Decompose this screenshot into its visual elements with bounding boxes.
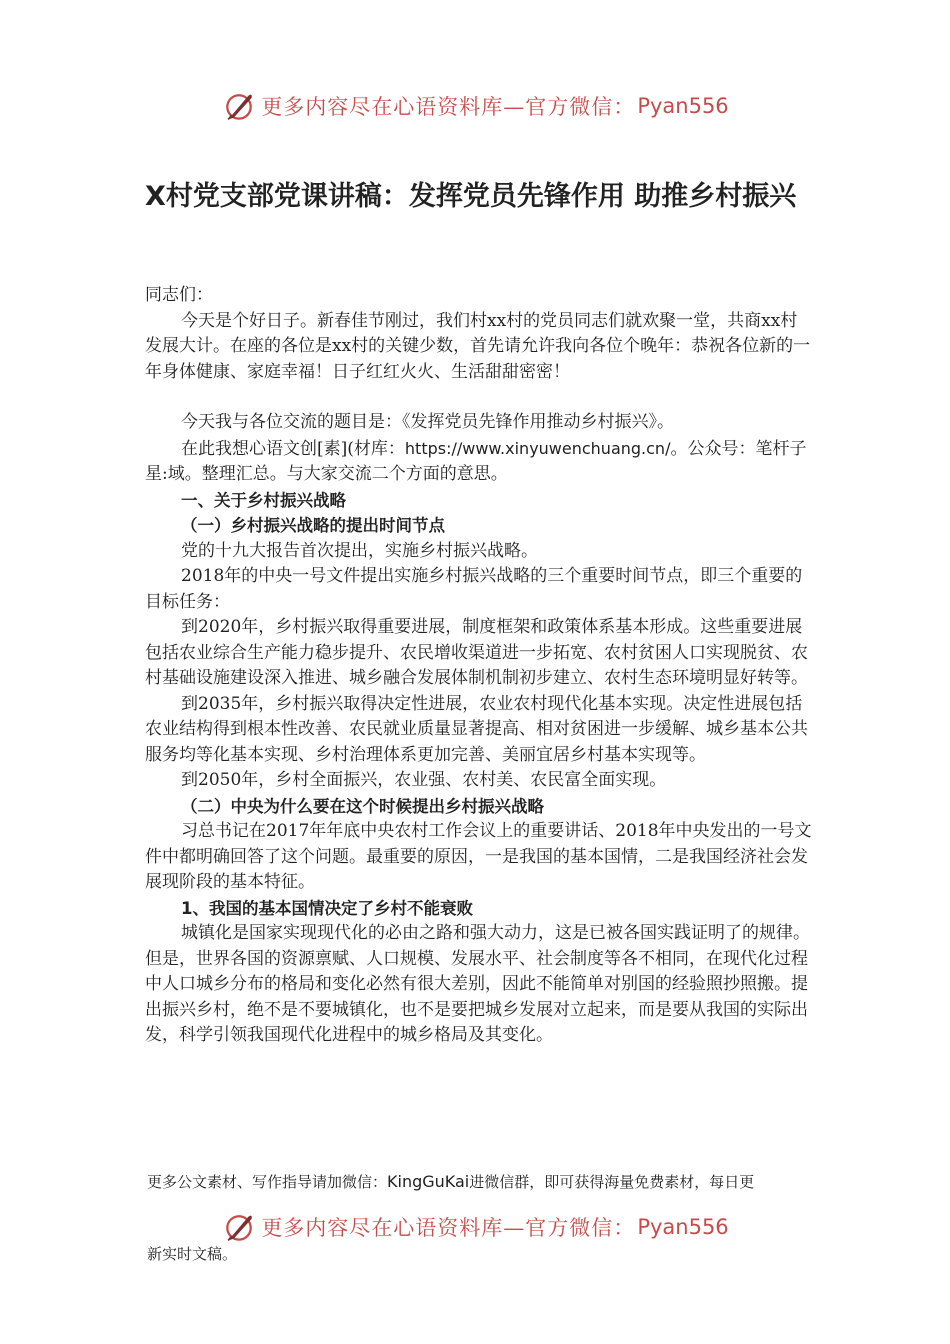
footer-wechat-id: KingGuKai bbox=[387, 1172, 470, 1191]
quill-logo-icon bbox=[221, 88, 257, 124]
banner-wechat-id: Pyan556 bbox=[637, 94, 729, 118]
paragraph: 今天是个好日子。新春佳节刚过，我们村xx村的党员同志们就欢聚一堂，共商xx村发展大计。在座的各位是xx村的关键少数，首先请允许我向各位个晚年：恭祝各位新的一年身体健康、家庭幸福！日子红红火火、生活甜甜密密！ bbox=[145, 310, 811, 382]
blank-line bbox=[145, 385, 813, 410]
footer-note-continued: 新实时文稿。 bbox=[147, 1245, 238, 1263]
quill-logo-icon bbox=[221, 1209, 257, 1245]
text-span: 。公众号：笔杆子星:域。整理汇总。与大家交流二个方面的意思。 bbox=[145, 438, 807, 484]
paragraph: 到2035年，乡村振兴取得决定性进展，农业农村现代化基本实现。决定性进展包括农业结构得到根本性改善、农民就业质量显著提高、相对贫困进一步缓解、城乡基本公共服务均等化基本实现、乡村治理体系更加完善、美丽宜居乡村基本实现等。 bbox=[145, 693, 808, 765]
banner-wechat-id: Pyan556 bbox=[637, 1215, 729, 1239]
paragraph: 城镇化是国家实现现代化的必由之路和强大动力，这是已被各国实践证明了的规律。但是，世界各国的资源禀赋、人口规模、发展水平、社会制度等各不相同，在现代化过程中人口城乡分布的格局和变化必然有很大差别，因此不能简单对别国的经验照抄照搬。提出振兴乡村，绝不是不要城镇化，也不是要把城乡发展对立起来，而是要从我国的实际出发，科学引领我国现代化进程中的城乡格局及其变化。 bbox=[145, 923, 810, 1045]
banner-text: 更多内容尽在心语资料库—官方微信： bbox=[261, 1216, 636, 1240]
website-url: https://www.xinyuwenchuang.cn/ bbox=[404, 438, 671, 458]
banner-text: 更多内容尽在心语资料库—官方微信： bbox=[261, 95, 636, 119]
paragraph: 党的十九大报告首次提出，实施乡村振兴战略。 bbox=[181, 540, 538, 561]
subsection-heading: （一）乡村振兴战略的提出时间节点 bbox=[181, 516, 445, 535]
paragraph: 今天我与各位交流的题目是：《发挥党员先锋作用推动乡村振兴》。 bbox=[181, 412, 674, 432]
paragraph: 2018年的中央一号文件提出实施乡村振兴战略的三个重要时间节点，即三个重要的目标任务： bbox=[145, 566, 803, 612]
paragraph-with-link bbox=[145, 436, 813, 488]
salutation: 同志们： bbox=[145, 285, 213, 305]
section-heading: 一、关于乡村振兴战略 bbox=[181, 490, 346, 510]
page-title: X村党支部党课讲稿：发挥党员先锋作用 助推乡村振兴 bbox=[145, 181, 797, 212]
subsection-heading: 1、我国的基本国情决定了乡村不能衰败 bbox=[181, 898, 473, 918]
paragraph: 到2020年，乡村振兴取得重要进展，制度框架和政策体系基本形成。这些重要进展包括农业综合生产能力稳步提升、农民增收渠道进一步拓宽、农村贫困人口实现脱贫、农村基础设施建设深入推进、城乡融合发展体制机制初步建立、农村生态环境明显好转等。 bbox=[145, 617, 808, 688]
document-body bbox=[145, 283, 813, 1049]
footer-text: 进微信群，即可获得海量免费素材，每日更 bbox=[469, 1173, 755, 1191]
footer-text: 更多公文素材、写作指导请加微信： bbox=[147, 1173, 388, 1191]
paragraph: 到2050年，乡村全面振兴，农业强、农村美、农民富全面实现。 bbox=[181, 770, 667, 790]
text-span: 在此我想心语文创[素](材库： bbox=[181, 438, 405, 459]
subsection-heading: （二）中央为什么要在这个时候提出乡村振兴战略 bbox=[181, 796, 544, 816]
paragraph: 习总书记在2017年年底中央农村工作会议上的重要讲话、2018年中央发出的一号文件中都明确回答了这个问题。最重要的原因，一是我国的基本国情，二是我国经济社会发展现阶段的基本特征。 bbox=[145, 821, 812, 892]
header-banner bbox=[0, 84, 950, 128]
footer-note bbox=[147, 1171, 812, 1193]
